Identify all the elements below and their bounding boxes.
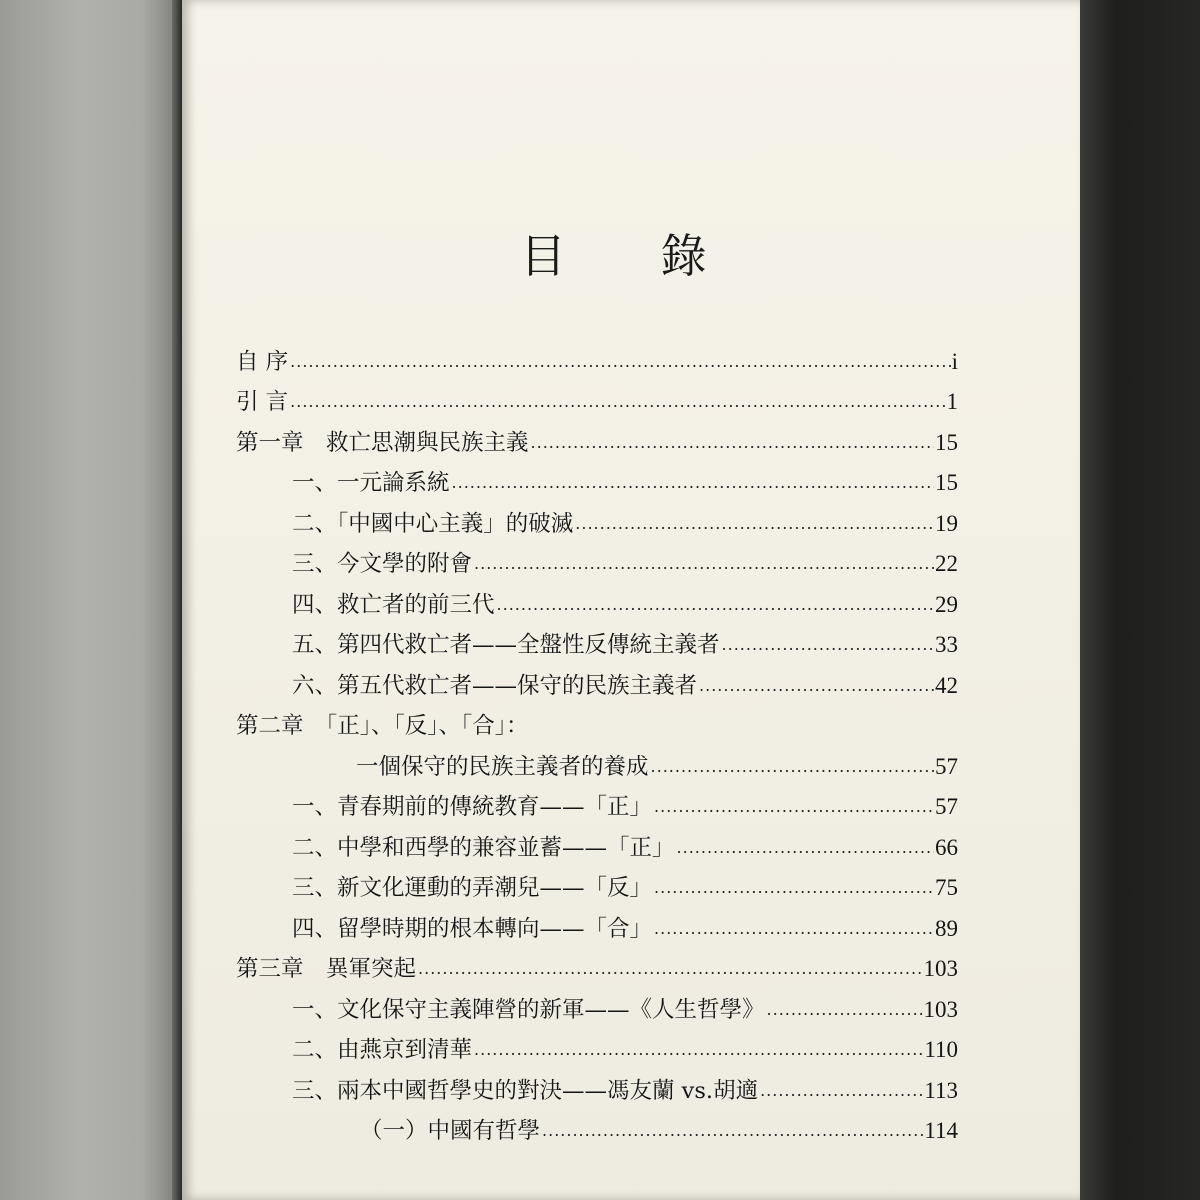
toc-entry-label: 二、由燕京到清華 [292, 1037, 473, 1063]
dot-leader [654, 795, 934, 819]
dot-leader [767, 998, 923, 1022]
toc-entry-label: 第三章 異軍突起 [236, 956, 417, 982]
dot-leader [452, 471, 934, 495]
toc-entry [236, 1065, 958, 1106]
page-title: 目 錄 [520, 229, 747, 283]
toc-entry [236, 620, 958, 661]
toc-entry [236, 660, 958, 701]
dot-leader [722, 633, 934, 657]
toc-entry-label: 三、兩本中國哲學史的對決——馮友蘭 vs.胡適 [292, 1077, 759, 1104]
toc-entry-page-number: 110 [924, 1037, 958, 1062]
dot-leader [575, 512, 934, 536]
toc-entry [236, 822, 958, 863]
toc-entry-label: （一）中國有哲學 [360, 1118, 541, 1144]
toc-entry-label: 二、「中國中心主義」的破滅 [292, 510, 574, 537]
toc-entry-label: 一個保守的民族主義者的養成 [356, 753, 649, 780]
dot-leader [418, 957, 922, 981]
previous-page-edge [0, 0, 178, 1200]
toc-entry-page-number: 57 [935, 753, 958, 779]
toc-entry [236, 377, 958, 418]
toc-entry-page-number: 103 [923, 956, 958, 981]
toc-entry-label: 三、今文學的附會 [292, 551, 473, 577]
toc-entry-page-number: 113 [924, 1077, 958, 1103]
toc-entry-page-number: 15 [935, 470, 958, 495]
toc-entry-label: 一、文化保守主義陣營的新軍——《人生哲學》 [292, 996, 765, 1023]
toc-entry-label: 自 序 [236, 348, 289, 375]
dot-leader [290, 390, 945, 414]
toc-entry-label: 一、一元論系統 [292, 470, 450, 496]
toc-entry-page-number: 19 [935, 510, 958, 536]
toc-entry-page-number: 33 [935, 632, 958, 657]
dot-leader [654, 917, 934, 941]
dot-leader [474, 1038, 923, 1062]
toc-entry-page-number: 1 [946, 389, 958, 414]
toc-entry [236, 498, 958, 539]
toc-entry [236, 782, 958, 823]
toc-entry [236, 903, 958, 944]
dot-leader [651, 755, 934, 779]
toc-entry-page-number: 89 [935, 915, 958, 941]
toc-entry [236, 1025, 958, 1066]
toc-entry-label: 一、青春期前的傳統教育——「正」 [292, 794, 653, 820]
toc-entry-page-number: 22 [935, 551, 958, 576]
dot-leader [677, 836, 934, 860]
toc-entry [236, 984, 958, 1025]
toc-entry-label: 第一章 救亡思潮與民族主義 [236, 429, 529, 456]
dot-leader [654, 876, 934, 900]
toc-entry-page-number: 103 [923, 996, 958, 1022]
toc-entry-label: 第二章 「正」、「反」、「合」： [236, 713, 529, 739]
toc-entry-page-number: 114 [924, 1118, 958, 1143]
dot-leader [497, 593, 934, 617]
dot-leader [760, 1079, 923, 1103]
toc-entry [236, 944, 958, 985]
dot-leader [699, 674, 934, 698]
dot-leader [474, 552, 934, 576]
dot-leader [542, 1119, 923, 1143]
background-surface [1080, 0, 1200, 1200]
toc-entry-page-number: 42 [935, 672, 958, 698]
dot-leader [531, 431, 934, 455]
toc-entry-label: 六、第五代救亡者——保守的民族主義者 [292, 672, 698, 699]
toc-entry [236, 458, 958, 499]
toc-entry-page-number: 29 [935, 591, 958, 617]
toc-entry-page-number: 15 [935, 429, 958, 455]
dot-leader [290, 350, 950, 374]
toc-entry [236, 1106, 958, 1147]
toc-entry [236, 741, 958, 782]
toc-entry [236, 579, 958, 620]
toc-entry-page-number: 75 [935, 875, 958, 900]
table-of-contents [236, 336, 958, 1146]
toc-entry-label: 四、救亡者的前三代 [292, 591, 495, 618]
toc-entry [236, 701, 958, 742]
toc-entry-page-number: 66 [935, 834, 958, 860]
toc-entry-label: 三、新文化運動的弄潮兒——「反」 [292, 875, 653, 901]
toc-entry-label: 五、第四代救亡者——全盤性反傳統主義者 [292, 632, 720, 658]
toc-entry [236, 336, 958, 377]
toc-entry [236, 539, 958, 580]
toc-entry [236, 417, 958, 458]
toc-entry-page-number: i [951, 348, 958, 374]
toc-entry-label: 二、中學和西學的兼容並蓄——「正」 [292, 834, 675, 861]
toc-entry-label: 四、留學時期的根本轉向——「合」 [292, 915, 653, 942]
toc-entry-label: 引 言 [236, 389, 289, 415]
toc-entry [236, 863, 958, 904]
toc-entry-page-number: 57 [935, 794, 958, 819]
